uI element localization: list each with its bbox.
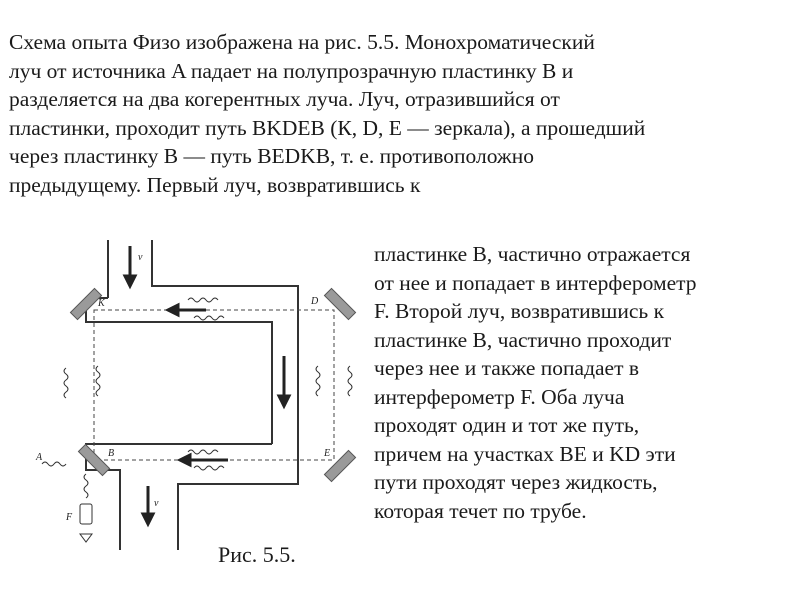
right-line-1: пластинке B, частично отражается: [374, 242, 691, 266]
wave-to-interferometer: [84, 474, 88, 498]
right-line-9: пути проходят через жидкость,: [374, 470, 658, 494]
right-line-4: пластинке B, частично проходит: [374, 327, 672, 352]
top-line-6: предыдущему. Первый луч, возвратившись к: [9, 172, 421, 197]
pipe-wall-outer-right: [152, 240, 298, 550]
interferometer-f: [80, 504, 92, 542]
label-d: D: [311, 296, 319, 307]
wave-bottom-left: [194, 466, 224, 470]
wave-top-left: [194, 316, 224, 320]
flow-arrowhead-bottom: [180, 455, 190, 465]
figure-caption: Рис. 5.5.: [218, 542, 296, 567]
flow-arrowhead-outlet: [143, 514, 153, 524]
top-line-5: через пластинку B — путь BEDKB, т. е. противоположно: [9, 144, 535, 168]
wave-source: [42, 462, 66, 466]
label-e: E: [324, 448, 331, 459]
right-line-6: интерферометр F. Оба луча: [374, 384, 625, 409]
fizeau-experiment-diagram: [28, 238, 366, 550]
right-line-8: причем на участках BE и KD эти: [374, 441, 676, 466]
top-line-4: пластинки, проходит путь BKDEB (К, D, E — зеркала), а прошедший: [9, 115, 646, 140]
right-line-2: от нее и попадает в интерферометр: [374, 270, 697, 295]
diagram-svg: [28, 238, 366, 550]
flow-arrowhead-right: [279, 396, 289, 406]
flow-arrowhead-top: [168, 305, 178, 315]
top-line-1: Схема опыта Физо изображена на рис. 5.5. Монохроматический: [9, 30, 595, 54]
label-f: F: [66, 512, 73, 523]
right-line-7: проходят один и тот же путь,: [374, 413, 640, 437]
flow-arrowhead-inlet: [125, 276, 135, 286]
wave-left-outer: [64, 368, 68, 398]
right-line-3: F. Второй луч, возвратившись к: [374, 299, 665, 323]
flow-arrows: [125, 246, 289, 524]
wave-bottom-right: [188, 450, 218, 454]
wave-left-inner: [96, 366, 100, 396]
label-b: B: [108, 448, 115, 459]
label-v-bottom: v: [154, 498, 159, 509]
top-paragraph: [9, 28, 790, 199]
pipe-walls: [86, 240, 298, 550]
right-line-5: через нее и также попадает в: [374, 356, 640, 380]
right-line-10: которая течет по трубе.: [374, 498, 587, 523]
wave-top-right: [188, 298, 218, 302]
mirror-d: [324, 288, 355, 319]
top-line-2: луч от источника A падает на полупрозрачную пластинку B и: [9, 58, 574, 83]
label-a: A: [36, 452, 43, 463]
label-k: K: [98, 298, 105, 309]
wave-arrows: [42, 298, 352, 498]
label-v-top: v: [138, 252, 143, 263]
right-paragraph: [374, 240, 792, 525]
wave-right-inner: [316, 366, 320, 396]
wave-right-outer: [348, 366, 352, 396]
pipe-wall-inner-top: [86, 298, 272, 444]
top-line-3: разделяется на два когерентных луча. Луч, отразившийся от: [9, 87, 560, 111]
